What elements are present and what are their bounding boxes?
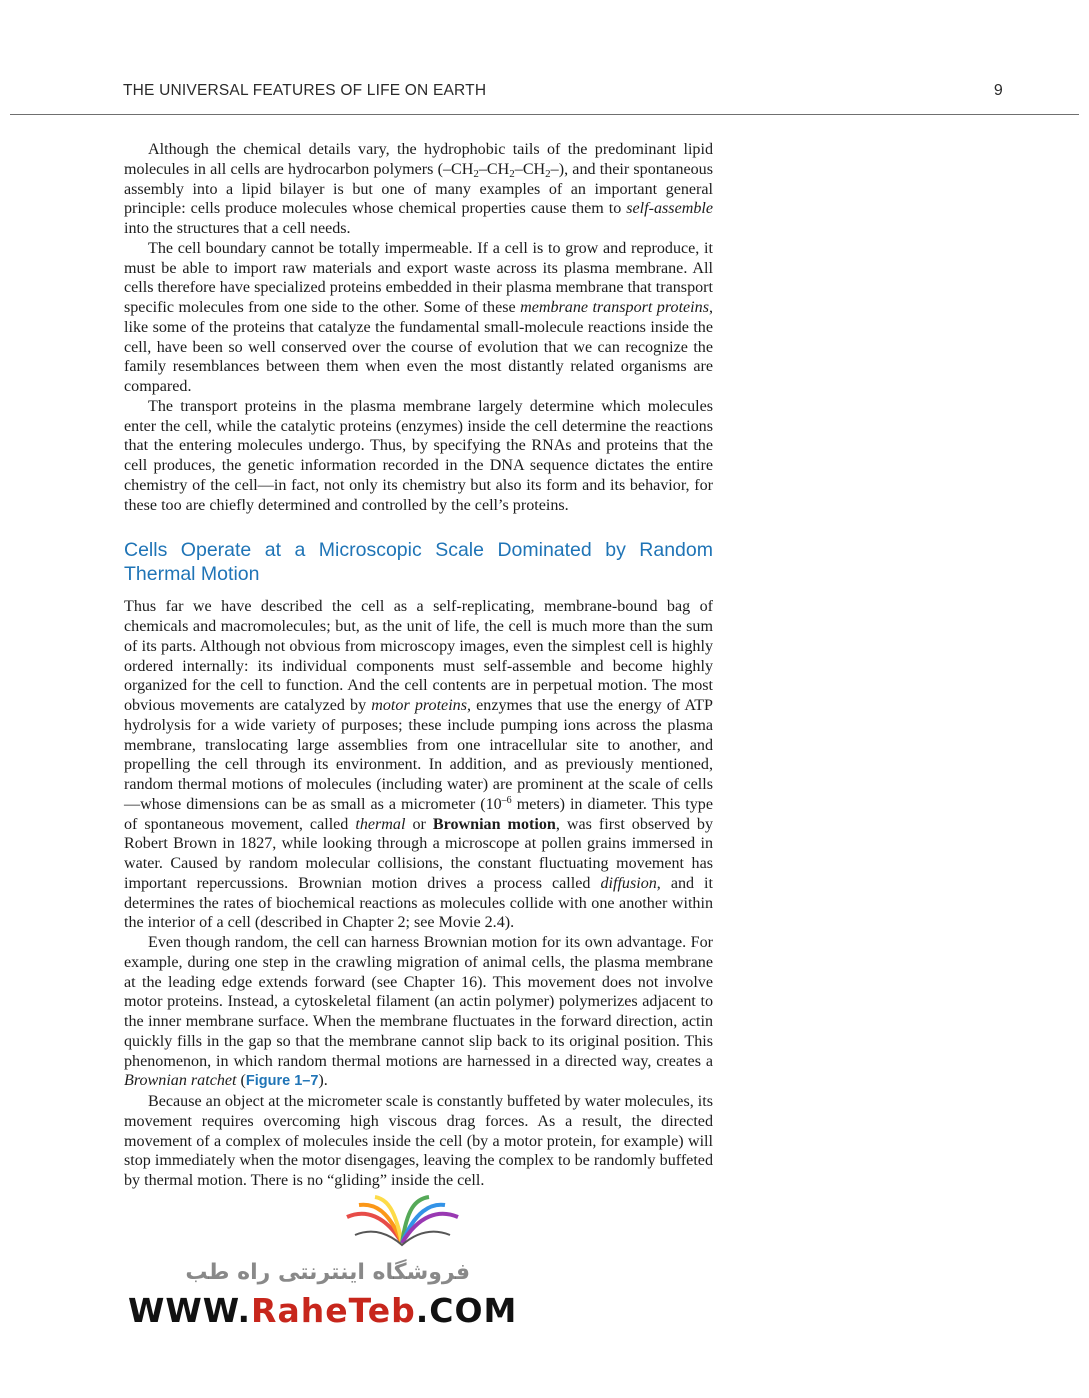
header-rule xyxy=(10,114,1079,115)
paragraph-4: Thus far we have described the cell as a self-replicating, membrane-bound bag of chemicals and macromolecules; but, as the unit of life, the cell is much more than the sum of its parts. Although not obvious from microscopy images, even the simplest cell is highly ordered internally: its individual components must self-assemble and become highly organized for the cell to function. And the cell contents are in perpetual motion. The most obvious movements are catalyzed by motor proteins, enzymes that use the energy of ATP hydrolysis for a wide variety of purposes; these include pumping ions across the plasma membrane, translocating large assemblies from one intracellular site to another, and propelling the cell through its environment. In addition, and as previously mentioned, random thermal motions of molecules (including water) are prominent at the scale of cells—whose dimensions can be as small as a micrometer ($10^{-6}$ meters) in diameter. This type of spontaneous movement, called thermal or Brownian motion, was first observed by Robert Brown in 1827, while looking through a microscope at pollen grains immersed in water. Caused by random molecular collisions, the constant fluctuating movement has important repercussions. Brownian motion drives a process called diffusion, and it determines the rates of biochemical reactions as molecules collide with one another within the interior of a cell (described in Chapter 2; see Movie 2.4). xyxy=(124,598,714,932)
term-brownian-motion: Brownian motion xyxy=(432,815,556,833)
body-text xyxy=(124,140,713,1191)
paragraph-5: Even though random, the cell can harness Brownian motion for its own advantage. For example, during one step in the crawling migration of animal cells, the plasma membrane at the leading edge extends forward (see Chapter 16). This movement does not involve motor proteins. Instead, a cytoskeletal filament (an actin polymer) polymerizes adjacent to the inner membrane surface. When the membrane fluctuates in the forward direction, actin quickly fills in the gap so that the membrane cannot slip back to its original position. This phenomenon, in which random thermal motions are harnessed in a directed way, creates a Brownian ratchet (Figure 1–7). xyxy=(124,934,713,1090)
paragraph-2: The cell boundary cannot be totally impermeable. If a cell is to grow and reproduce, it must be able to import raw materials and export waste across its plasma membrane. All cells therefore have specialized proteins embedded in their plasma membrane that transport specific molecules from one side to the other. Some of these membrane transport proteins, like some of the proteins that catalyze the fundamental small-molecule reactions inside the cell, have been so well conserved over the course of evolution that we can recognize the family resemblances between them when even the most distantly related organisms are compared. xyxy=(124,239,713,395)
paragraph-1: Although the chemical details vary, the hydrophobic tails of the predominant lipid molecules in all cells are hydrocarbon polymers $(-CH_2-CH_2-CH_2-)$, and their spontaneous assembly into a lipid bilayer is but one of many examples of an important general principle: cells produce molecules whose chemical properties cause them to self-assemble into the structures that a cell needs. xyxy=(124,141,713,237)
watermark-persian-text: فروشگاه اینترنتی راه طب xyxy=(185,1260,470,1285)
watermark-url: WWW.RaheTeb.COM xyxy=(128,1291,518,1330)
running-head xyxy=(123,82,1003,100)
page-number: 9 xyxy=(993,82,1003,99)
term-self-assemble: self-assemble xyxy=(626,200,713,218)
running-title: THE UNIVERSAL FEATURES OF LIFE ON EARTH xyxy=(123,82,487,99)
paragraph-3: The transport proteins in the plasma membrane largely determine which molecules enter the cell, while the catalytic proteins (enzymes) inside the cell determine the reactions that the entering molecules undergo. Thus, by specifying the RNAs and proteins that the cell produces, the genetic information recorded in the DNA sequence dictates the entire chemistry of the cell—in fact, not only its chemistry but also its form and its behavior, for these too are chiefly determined and controlled by the cell’s proteins. xyxy=(124,397,713,514)
book-logo-icon xyxy=(345,1195,460,1250)
term-motor-proteins: motor proteins xyxy=(371,697,467,714)
figure-reference-link[interactable]: Figure 1–7 xyxy=(245,1073,319,1090)
section-heading: Cells Operate at a Microscopic Scale Dominated by Random Thermal Motion xyxy=(124,539,713,586)
term-thermal: thermal xyxy=(355,815,406,833)
term-membrane-transport-proteins: membrane transport proteins xyxy=(520,299,709,316)
term-diffusion: diffusion xyxy=(600,874,657,892)
paragraph-6: Because an object at the micrometer scale is constantly buffeted by water molecules, its movement requires overcoming high viscous drag forces. As a result, the directed movement of a complex of molecules inside the cell (by a motor protein, for example) will stop immediately when the motor disengages, leaving the complex to be randomly buffeted by thermal motion. There is no “gliding” inside the cell. xyxy=(124,1093,713,1189)
term-brownian-ratchet: Brownian ratchet xyxy=(124,1072,237,1090)
